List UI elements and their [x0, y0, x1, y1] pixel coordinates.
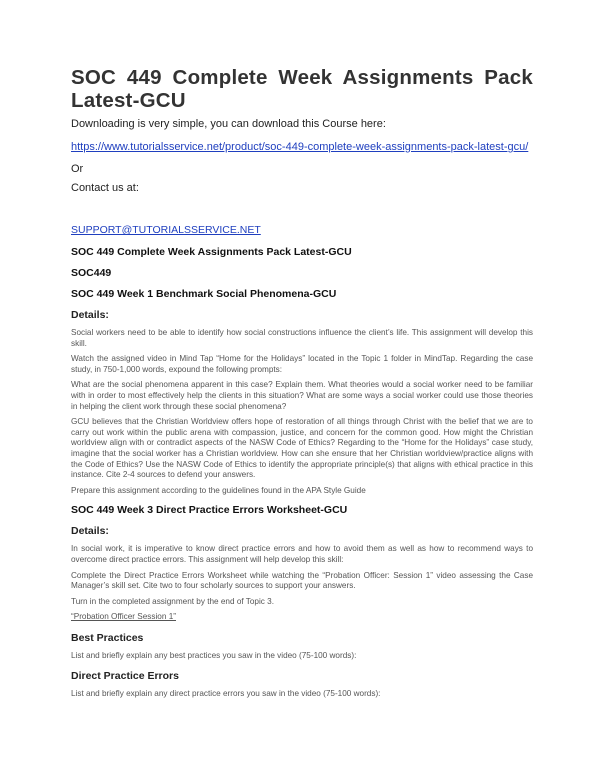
probation-officer-video-link[interactable]: “Probation Officer Session 1”	[71, 612, 176, 622]
week1-paragraph: Social workers need to be able to identify how social constructions influence the client’s life. This assignment will develop this skill.	[71, 328, 533, 348]
week1-paragraph: Watch the assigned video in Mind Tap “Home for the Holidays” located in the Topic 1 folder in MindTap. Regarding the case study, in 750-1,000 words, expound the following prompts:	[71, 354, 533, 374]
best-practices-prompt: List and briefly explain any best practices you saw in the video (75-100 words):	[71, 650, 357, 660]
direct-practice-errors-prompt: List and briefly explain any direct practice errors you saw in the video (75-100 words):	[71, 689, 381, 699]
direct-practice-errors-heading: Direct Practice Errors	[71, 670, 179, 683]
week3-details-label: Details:	[71, 525, 109, 538]
document-content	[71, 66, 533, 700]
week3-paragraph: Complete the Direct Practice Errors Worksheet while watching the “Probation Officer: Session 1” video assessing the Case Manager’s skill set. Cite two to four scholarly sources to support your answers.	[71, 570, 533, 591]
course-link[interactable]: https://www.tutorialsservice.net/product/soc-449-complete-week-assignments-pack-latest-gcu/	[71, 141, 529, 153]
week3-paragraph: Turn in the completed assignment by the end of Topic 3.	[71, 596, 274, 606]
page-title: SOC 449 Complete Week Assignments Pack Latest-GCU	[71, 66, 533, 112]
course-code: SOC449	[71, 267, 112, 279]
best-practices-heading: Best Practices	[71, 631, 144, 644]
week1-heading: SOC 449 Week 1 Benchmark Social Phenomena-GCU	[71, 288, 337, 300]
week1-details-label: Details:	[71, 309, 109, 321]
week3-paragraph: In social work, it is imperative to know direct practice errors and how to avoid them as well as how to recommend ways to overcome direct practice errors. This assignment will help develop this skill:	[71, 544, 533, 564]
week1-paragraph: Prepare this assignment according to the guidelines found in the APA Style Guide	[71, 485, 366, 495]
week3-heading: SOC 449 Week 3 Direct Practice Errors Worksheet-GCU	[71, 504, 348, 517]
download-instructions: Downloading is very simple, you can download this Course here:	[71, 118, 386, 130]
support-email-link[interactable]: SUPPORT@TUTORIALSSERVICE.NET	[71, 224, 261, 236]
or-text: Or	[71, 163, 84, 175]
contact-text: Contact us at:	[71, 182, 139, 194]
pack-heading: SOC 449 Complete Week Assignments Pack Latest-GCU	[71, 246, 352, 258]
week1-paragraph: What are the social phenomena apparent in this case? Explain them. What theories would a social worker need to be familiar with in order to most effectively help the clients in this situation? What are some ways a social worker could use those theories in helping the client work through these social phenomena?	[71, 380, 533, 411]
week1-paragraph: GCU believes that the Christian Worldview offers hope of restoration of all things through Christ with the belief that we are to carry out work within the public arena with compassion, justice, and concern for the common good. How might the Christian worldview align with or contradict aspects of the NASW Code of Ethics? Regarding to the “Home for the Holidays” case study, imagine that the social worker has a Christian worldview. How can she ensure that her Christian worldview/practice aligns with the Code of Ethics? Use the NASW Code of Ethics to identify the appropriate principle(s) that aligns with ethical practice in this instance. Cite 2-4 sources to defend your answers.	[71, 417, 533, 480]
